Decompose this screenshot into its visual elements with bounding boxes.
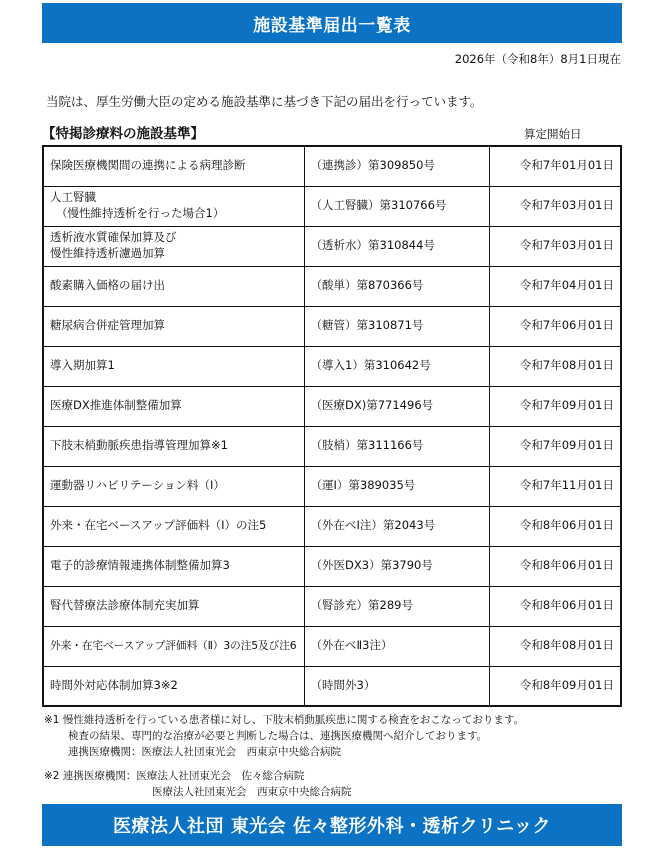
- table-row: [43, 666, 621, 706]
- start-date: 令和7年04月01日: [489, 266, 621, 306]
- table-row: [43, 426, 621, 466]
- start-date: 令和8年06月01日: [489, 546, 621, 586]
- table-row: [43, 306, 621, 346]
- standard-name-subline: 慢性維持透析濾過加算: [50, 246, 165, 260]
- start-date: 令和7年06月01日: [489, 306, 621, 346]
- table-row: [43, 506, 621, 546]
- standard-name: 電子的診療情報連携体制整備加算3: [50, 558, 230, 573]
- standard-name-cell: [43, 306, 304, 346]
- registration-code: （外在ベⅠ注）第2043号: [304, 506, 489, 546]
- standard-name: 透析液水質確保加算及び: [50, 230, 177, 245]
- registration-code: （外医DX3）第3790号: [304, 546, 489, 586]
- standard-name-cell: [43, 346, 304, 386]
- table-row: [43, 226, 621, 266]
- registration-code: （酸単）第870366号: [304, 266, 489, 306]
- table-row: [43, 146, 621, 186]
- standard-name-cell: [43, 466, 304, 506]
- table-row: [43, 546, 621, 586]
- footer-banner: [42, 804, 622, 846]
- standard-name-cell: [43, 146, 304, 186]
- registration-code: （人工腎臓）第310766号: [304, 186, 489, 226]
- standard-name: 糖尿病合併症管理加算: [50, 318, 165, 333]
- standard-name: 導入期加算1: [50, 358, 115, 373]
- registration-code: （運Ⅰ）第389035号: [304, 466, 489, 506]
- standard-name-cell: [43, 426, 304, 466]
- registration-code: （連携診）第309850号: [304, 146, 489, 186]
- note-2-line-1: ※2 連携医療機関：医療法人社団東光会 佐々総合病院: [44, 770, 305, 782]
- note-1-line-3: 連携医療機関：医療法人社団東光会 西東京中央総合病院: [68, 746, 341, 758]
- registration-code: （導入1）第310642号: [304, 346, 489, 386]
- start-date: 令和7年03月01日: [489, 226, 621, 266]
- start-date: 令和8年09月01日: [489, 666, 621, 706]
- table-row: [43, 346, 621, 386]
- note-spacer: [44, 760, 524, 768]
- standard-name: 外来・在宅ベースアップ評価料（Ⅰ）の注5: [50, 518, 267, 533]
- start-date: 令和8年08月01日: [489, 626, 621, 666]
- facility-standards-table: [42, 145, 622, 707]
- registration-code: （医療DX)第771496号: [304, 386, 489, 426]
- registration-code: （腎診充）第289号: [304, 586, 489, 626]
- standard-name: 人工腎臓: [50, 190, 96, 205]
- start-date: 令和8年06月01日: [489, 586, 621, 626]
- title-banner: [42, 3, 622, 43]
- table-row: [43, 186, 621, 226]
- table-row: [43, 466, 621, 506]
- standard-name-cell: [43, 226, 304, 266]
- start-date: 令和8年06月01日: [489, 506, 621, 546]
- standard-name: 運動器リハビリテーション料（Ⅰ）: [50, 478, 225, 493]
- standard-name-cell: [43, 266, 304, 306]
- note-1-line-1: ※1 慢性維持透析を行っている患者様に対し、下肢末梢動脈疾患に関する検査をおこなっております。: [44, 714, 524, 726]
- standard-name-subline: （慢性維持透析を行った場合1）: [56, 206, 225, 220]
- start-date-column-header: 算定開始日: [524, 127, 582, 141]
- start-date: 令和7年08月01日: [489, 346, 621, 386]
- table-row: [43, 626, 621, 666]
- standard-name: 酸素購入価格の届け出: [50, 278, 165, 293]
- start-date: 令和7年09月01日: [489, 426, 621, 466]
- standard-name-cell: [43, 546, 304, 586]
- footnotes: [44, 712, 524, 800]
- section-title: 【特掲診療料の施設基準】: [42, 126, 204, 142]
- standard-name-cell: [43, 666, 304, 706]
- as-of-date: 2026年（令和8年）8月1日現在: [454, 52, 621, 66]
- standard-name-cell: [43, 506, 304, 546]
- note-2-line-2: 医療法人社団東光会 西東京中央総合病院: [152, 786, 352, 798]
- start-date: 令和7年09月01日: [489, 386, 621, 426]
- standard-name-cell: [43, 626, 304, 666]
- start-date: 令和7年01月01日: [489, 146, 621, 186]
- note-1-line-2: 検査の結果、専門的な治療が必要と判断した場合は、連携医療機関へ紹介しております。: [68, 730, 488, 742]
- intro-text: 当院は、厚生労働大臣の定める施設基準に基づき下記の届出を行っています。: [46, 94, 483, 109]
- standard-name: 外来・在宅ベースアップ評価料（Ⅱ）3の注5及び注6: [50, 639, 297, 653]
- table-row: [43, 386, 621, 426]
- standard-name: 腎代替療法診療体制充実加算: [50, 598, 200, 613]
- standard-name: 下肢末梢動脈疾患指導管理加算※1: [50, 438, 228, 453]
- table-row: [43, 266, 621, 306]
- registration-code: （肢梢）第311166号: [304, 426, 489, 466]
- registration-code: （外在ベⅡ3注）: [304, 626, 489, 666]
- standard-name: 保険医療機関間の連携による病理診断: [50, 158, 246, 173]
- registration-code: （透析水）第310844号: [304, 226, 489, 266]
- standard-name-cell: [43, 386, 304, 426]
- standard-name-cell: [43, 586, 304, 626]
- registration-code: （時間外3）: [304, 666, 489, 706]
- registration-code: （糖管）第310871号: [304, 306, 489, 346]
- clinic-name: 医療法人社団 東光会 佐々整形外科・透析クリニック: [113, 816, 551, 837]
- standard-name: 医療DX推進体制整備加算: [50, 398, 182, 413]
- standard-name: 時間外対応体制加算3※2: [50, 677, 178, 692]
- start-date: 令和7年03月01日: [489, 186, 621, 226]
- page-title: 施設基準届出一覧表: [253, 15, 411, 36]
- standard-name-cell: [43, 186, 304, 226]
- start-date: 令和7年11月01日: [489, 466, 621, 506]
- table-row: [43, 586, 621, 626]
